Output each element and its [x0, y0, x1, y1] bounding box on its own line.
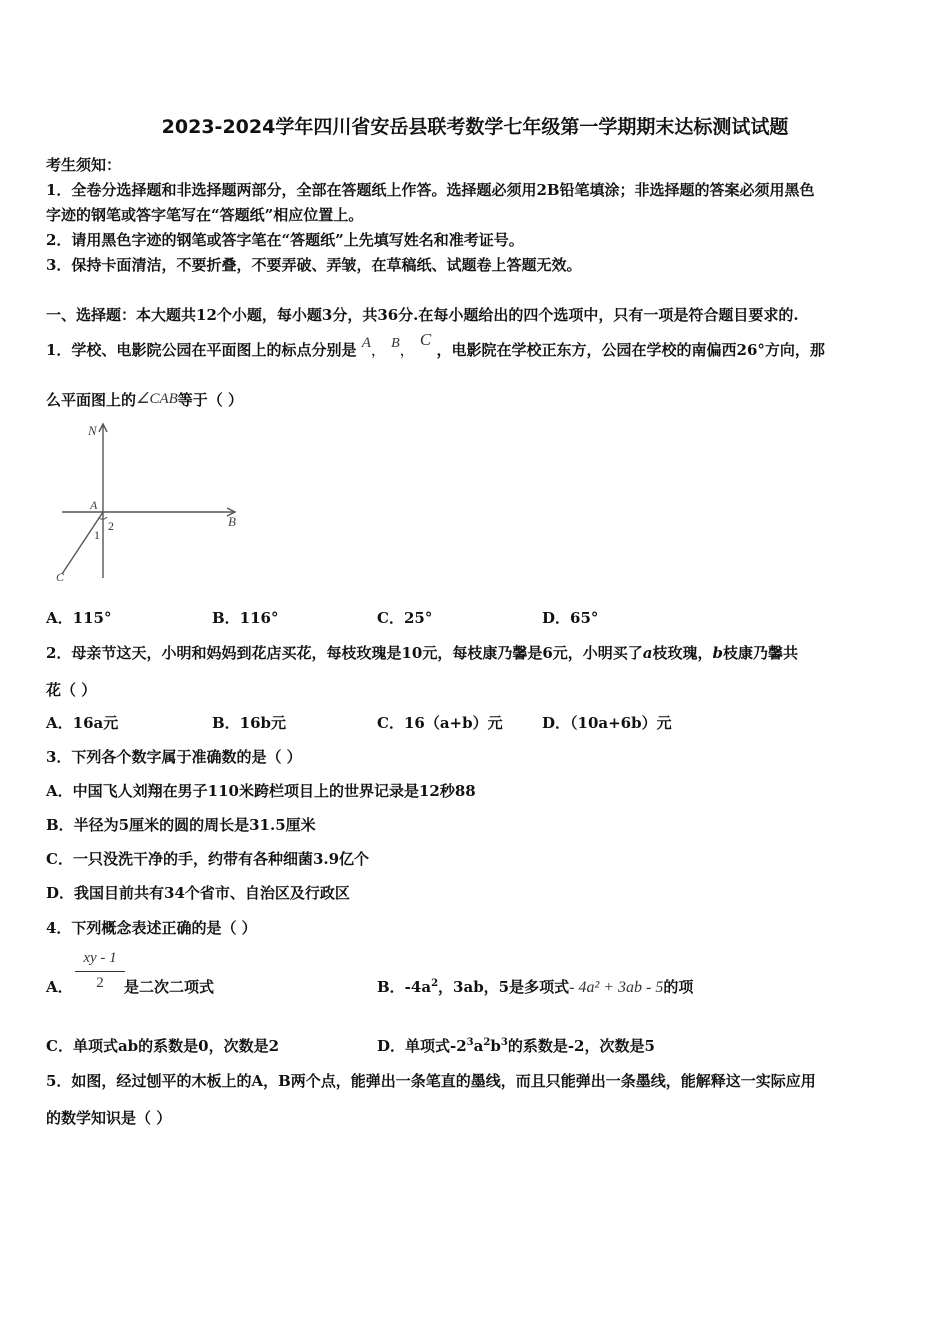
- question-2-option-b[interactable]: B．16b元: [212, 714, 287, 732]
- fraction-denominator: 2: [96, 975, 104, 991]
- notice-heading: 考生须知：: [46, 156, 122, 174]
- question-4-option-c[interactable]: C．单项式ab的系数是0，次数是2: [46, 1037, 280, 1055]
- label-c: C: [56, 570, 65, 584]
- question-5-line-1: 5．如图，经过刨平的木板上的A，B两个点，能弹出一条笔直的墨线，而且只能弹出一条墨线，能解释这一实际应用: [46, 1072, 816, 1090]
- question-1-text-c: 么平面图上的: [46, 391, 137, 409]
- question-4-option-b-text-b: ，3ab，5是多项式: [438, 978, 570, 996]
- ray-to-c: [62, 512, 103, 574]
- question-4-option-b-text-a: B．-4a: [377, 978, 432, 996]
- question-1-text-a: 1．学校、电影院公园在平面图上的标点分别是: [46, 341, 357, 359]
- label-b: B: [228, 514, 236, 529]
- question-1-option-b[interactable]: B．116°: [212, 609, 279, 627]
- question-4-option-b-sup: 2: [431, 978, 439, 989]
- fraction-numerator: xy - 1: [83, 950, 117, 966]
- notice-item-2: 2．请用黑色字迹的钢笔或答字笔在“答题纸”上先填写姓名和准考证号。: [46, 231, 524, 249]
- question-1-option-d[interactable]: D．65°: [542, 609, 599, 627]
- question-4-option-d-text-c: b: [490, 1037, 501, 1055]
- question-3-option-b[interactable]: B．半径为5厘米的圆的周长是31.5厘米: [46, 816, 316, 834]
- question-3-stem: 3．下列各个数字属于准确数的是（ ）: [46, 748, 302, 766]
- question-5-line-2: 的数学知识是（ ）: [46, 1109, 172, 1127]
- question-2-var-a: a: [642, 644, 653, 662]
- question-4-option-d-sup-2: 2: [483, 1037, 491, 1048]
- question-2-option-a[interactable]: A．16a元: [46, 714, 119, 732]
- label-angle-1: 1: [94, 528, 100, 542]
- direction-diagram: [50, 420, 250, 590]
- label-a: A: [90, 498, 98, 512]
- point-c-label: C: [419, 330, 432, 349]
- question-4-option-d-text-d: 的系数是-2，次数是5: [507, 1037, 655, 1055]
- question-4-option-d-sup-1: 3: [466, 1037, 474, 1048]
- fraction-bar: [75, 971, 125, 972]
- question-4-stem: 4．下列概念表述正确的是（ ）: [46, 919, 257, 937]
- label-angle-2: 2: [108, 519, 114, 533]
- question-1-line-2: [46, 389, 243, 410]
- point-a-label: A: [361, 335, 371, 351]
- question-1-text-b: ，电影院在学校正东方，公园在学校的南偏西26°方向，那: [436, 341, 825, 359]
- question-3-option-d[interactable]: D．我国目前共有34个省市、自治区及行政区: [46, 884, 350, 902]
- question-1-option-c[interactable]: C．25°: [377, 609, 433, 627]
- question-3-option-c[interactable]: C．一只没洗干净的手，约带有各种细菌3.9亿个: [46, 850, 370, 868]
- notice-item-1-line-2: 字迹的钢笔或答字笔写在“答题纸”相应位置上。: [46, 206, 364, 224]
- question-1-line-1: 1．学校、电影院公园在平面图上的标点分别是 A， B， C ，电影院在学校正东方，公园在学校的南偏西26°方向，那: [46, 330, 825, 359]
- question-2-text-a: 2．母亲节这天，小明和妈妈到花店买花，每枝玫瑰是10元，每枝康乃馨是6元，小明买了: [46, 644, 643, 662]
- question-1-text-d: 等于（ ）: [177, 391, 244, 409]
- question-3-option-a[interactable]: A．中国飞人刘翔在男子110米跨栏项目上的世界记录是12秒88: [46, 782, 476, 800]
- page-title: 2023-2024学年四川省安岳县联考数学七年级第一学期期末达标测试试题: [161, 116, 789, 138]
- fraction: [75, 950, 125, 992]
- question-4-option-d-text-a: D．单项式-2: [377, 1037, 467, 1055]
- question-4-option-a-label[interactable]: A．: [46, 978, 73, 996]
- question-2-text-c: 枝康乃馨共: [723, 644, 799, 662]
- question-4-option-b[interactable]: [377, 976, 693, 997]
- notice-item-1-line-1: 1．全卷分选择题和非选择题两部分，全部在答题纸上作答。选择题必须用2B铅笔填涂；非选择题的答案必须用黑色: [46, 181, 815, 199]
- question-2-option-c[interactable]: C．16（a+b）元: [377, 714, 503, 732]
- question-1-option-a[interactable]: A．115°: [46, 609, 112, 627]
- point-b-label: B: [391, 336, 400, 351]
- polynomial-expression: - 4a² + 3ab - 5: [569, 979, 664, 996]
- angle-cab: ∠CAB: [136, 391, 178, 407]
- question-4-option-a-text[interactable]: 是二次二项式: [124, 978, 215, 996]
- question-2-text-b: 枝玫瑰，: [652, 644, 713, 662]
- question-2-var-b: b: [712, 644, 724, 662]
- question-4-option-d[interactable]: [377, 1035, 655, 1056]
- question-4-option-d-text-b: a: [473, 1037, 484, 1055]
- section-heading: 一、选择题：本大题共12个小题，每小题3分，共36分.在每小题给出的四个选项中，只有一项是符合题目要求的.: [46, 306, 799, 324]
- question-4-option-d-sup-3: 3: [500, 1037, 508, 1048]
- question-2-option-d[interactable]: D．（10a+6b）元: [542, 714, 672, 732]
- question-4-option-b-text-c: 的项: [663, 978, 694, 996]
- notice-item-3: 3．保持卡面清洁，不要折叠，不要弄破、弄皱，在草稿纸、试题卷上答题无效。: [46, 256, 582, 274]
- question-2-line-1: [46, 642, 798, 663]
- question-2-line-2: 花（ ）: [46, 681, 97, 699]
- label-n: N: [88, 423, 97, 438]
